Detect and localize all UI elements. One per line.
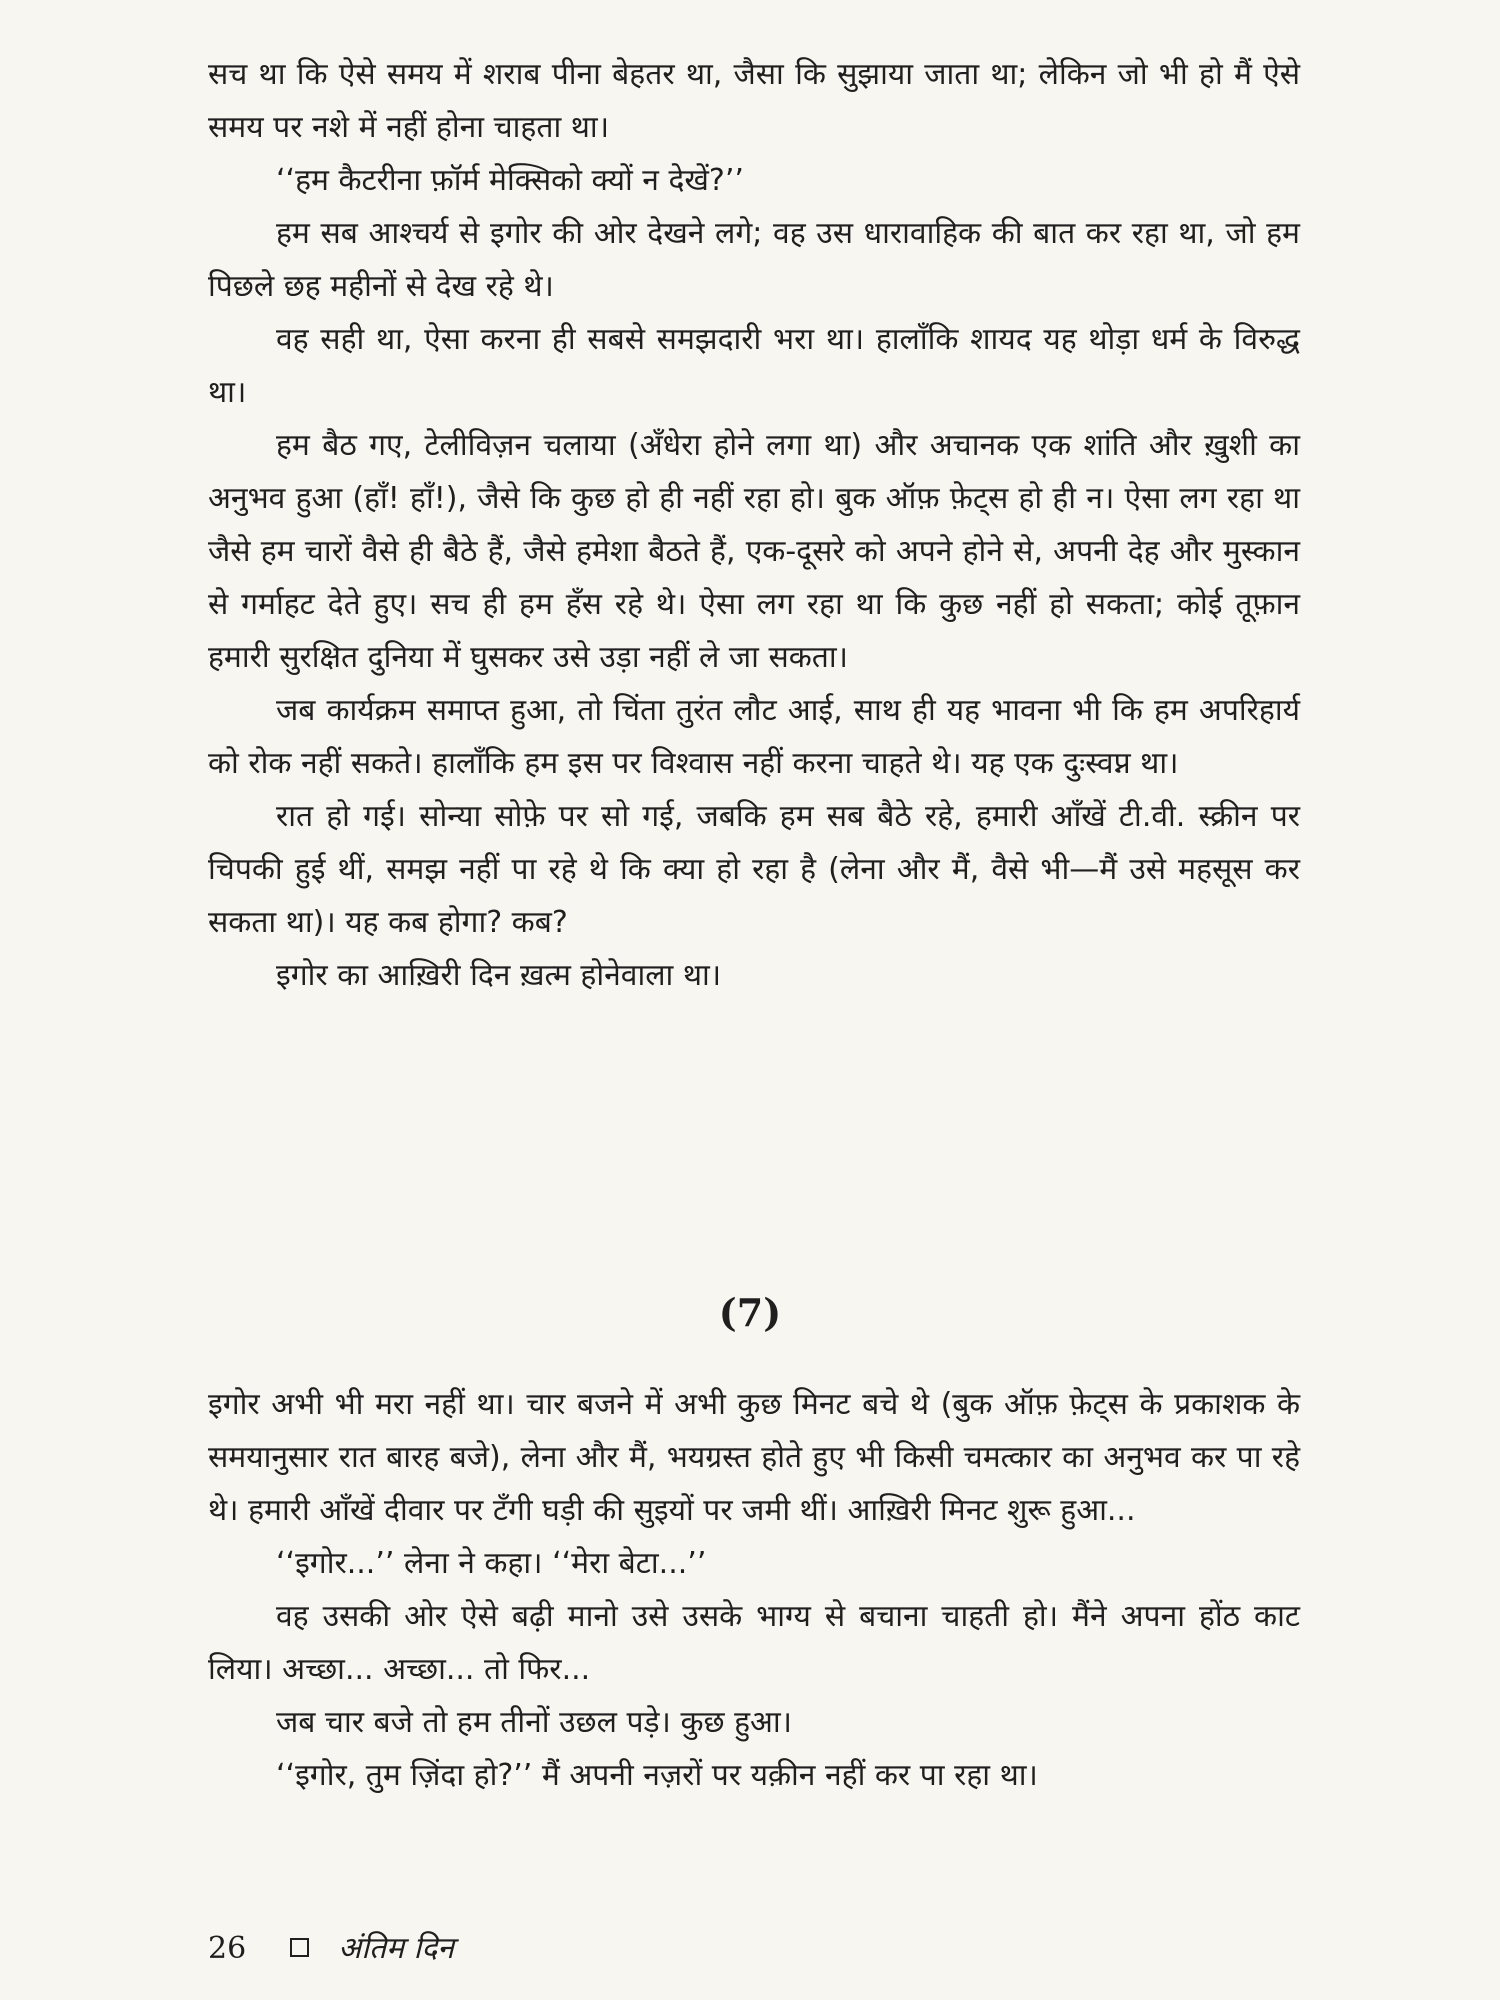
paragraph: सच था कि ऐसे समय में शराब पीना बेहतर था, जैसा कि सुझाया जाता था; लेकिन जो भी हो मैं ऐसे समय पर नशे में नहीं होना चाहता था। bbox=[208, 57, 1300, 145]
paragraph: ‘‘इगोर, तुम ज़िंदा हो?’’ मैं अपनी नज़रों पर यक़ीन नहीं कर पा रहा था। bbox=[276, 1758, 1038, 1793]
section-number: (7) bbox=[718, 1290, 782, 1335]
paragraph: हम सब आश्चर्य से इगोर की ओर देखने लगे; वह उस धारावाहिक की बात कर रहा था, जो हम पिछले छह महीनों से देख रहे थे। bbox=[208, 216, 1301, 304]
paragraph: जब चार बजे तो हम तीनों उछल पड़े। कुछ हुआ। bbox=[276, 1705, 793, 1740]
paragraph: वह उसकी ओर ऐसे बढ़ी मानो उसे उसके भाग्य से बचाना चाहती हो। मैंने अपना होंठ काट लिया। अच्छा... अच्छा... तो फिर... bbox=[208, 1599, 1300, 1687]
paragraph: रात हो गई। सोन्या सोफ़े पर सो गई, जबकि हम सब बैठे रहे, हमारी आँखें टी.वी. स्क्रीन पर चिपकी हुई थीं, समझ नहीं पा रहे थे कि क्या हो रहा है (लेना और मैं, वैसे भी—मैं उसे महसूस कर सकता था)। यह कब होगा? कब? bbox=[208, 799, 1300, 940]
paragraph: ‘‘हम कैटरीना फ़ॉर्म मेक्सिको क्यों न देखें?’’ bbox=[276, 163, 744, 198]
page-number: 26 bbox=[208, 1931, 247, 1966]
running-title: अंतिम दिन bbox=[338, 1931, 454, 1966]
paragraph: ‘‘इगोर...’’ लेना ने कहा। ‘‘मेरा बेटा...’’ bbox=[276, 1546, 707, 1581]
paragraph: जब कार्यक्रम समाप्त हुआ, तो चिंता तुरंत लौट आई, साथ ही यह भावना भी कि हम अपरिहार्य को रोक नहीं सकते। हालाँकि हम इस पर विश्वास नहीं करना चाहते थे। यह एक दुःस्वप्न था। bbox=[208, 693, 1300, 781]
paragraph: इगोर का आख़िरी दिन ख़त्म होनेवाला था। bbox=[276, 958, 722, 993]
text-block-after-section bbox=[208, 1378, 1300, 1802]
page-footer bbox=[208, 1926, 454, 1967]
paragraph: इगोर अभी भी मरा नहीं था। चार बजने में अभी कुछ मिनट बचे थे (बुक ऑफ़ फ़ेट्स के प्रकाशक के समयानुसार रात बारह बजे), लेना और मैं, भयग्रस्त होते हुए भी किसी चमत्कार का अनुभव कर पा रहे थे। हमारी आँखें दीवार पर टँगी घड़ी की सुइयों पर जमी थीं। आख़िरी मिनट शुरू हुआ... bbox=[208, 1387, 1300, 1528]
text-block-before-section bbox=[208, 48, 1300, 1002]
paragraph: वह सही था, ऐसा करना ही सबसे समझदारी भरा था। हालाँकि शायद यह थोड़ा धर्म के विरुद्ध था। bbox=[208, 322, 1300, 410]
paragraph: हम बैठ गए, टेलीविज़न चलाया (अँधेरा होने लगा था) और अचानक एक शांति और ख़ुशी का अनुभव हुआ (हाँ! हाँ!), जैसे कि कुछ हो ही नहीं रहा हो। बुक ऑफ़ फ़ेट्स हो ही न। ऐसा लग रहा था जैसे हम चारों वैसे ही बैठे हैं, जैसे हमेशा बैठते हैं, एक-दूसरे को अपने होने से, अपनी देह और मुस्कान से गर्माहट देते हुए। सच ही हम हँस रहे थे। ऐसा लग रहा था कि कुछ नहीं हो सकता; कोई तूफ़ान हमारी सुरक्षित दुनिया में घुसकर उसे उड़ा नहीं ले जा सकता। bbox=[208, 428, 1300, 675]
square-separator-icon bbox=[290, 1938, 309, 1957]
